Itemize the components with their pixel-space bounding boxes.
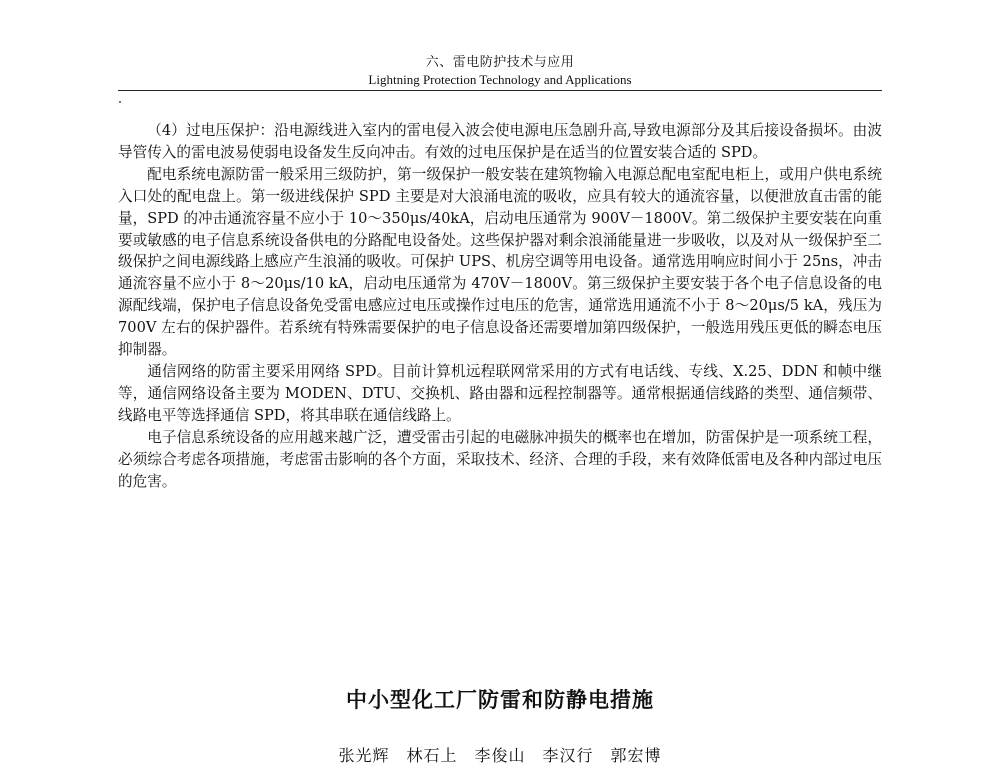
paragraph-power-distribution: 配电系统电源防雷一般采用三级防护，第一级保护一般安装在建筑物输入电源总配电室配电柜上，或用户供电系统入口处的配电盘上。第一级进线保护 SPD 主要是对大浪涌电流的吸收，应具有较大的通流容量，以便泄放直击雷的能量，SPD 的冲击通流容量不应小于 10～350μs/40kA，启动电压通常为 900V－1800V。第二级保护主要安装在向重要或敏感的电子信息系统设备供电的分路配电设备处。这些保护器对剩余浪涌能量进一步吸收，以及对从一级保护至二级保护之间电源线路上感应产生浪涌的吸收。可保护 UPS、机房空调等用电设备。通常选用响应时间小于 25ns，冲击通流容量不应小于 8～20μs/10 kA，启动电压通常为 470V－1800V。第三级保护主要安装于各个电子信息设备的电源配线端，保护电子信息设备免受雷电感应过电压或操作过电压的危害，通常选用通流不小于 8～20μs/5 kA，残压为 700V 左右的保护器件。若系统有特殊需要保护的电子信息设备还需要增加第四级保护，一般选用残压更低的瞬态电压抑制器。 bbox=[118, 165, 882, 359]
header-rule bbox=[118, 90, 882, 91]
body-text bbox=[118, 120, 882, 492]
header-english: Lightning Protection Technology and Applications bbox=[368, 72, 632, 87]
paragraph-overvoltage: （4）过电压保护：沿电源线进入室内的雷电侵入波会使电源电压急剧升高,导致电源部分及其后接设备损坏。由波导管传入的雷电波易使弱电设备发生反向冲击。有效的过电压保护是在适当的位置安装合适的 SPD。 bbox=[118, 122, 882, 161]
paragraph-network: 通信网络的防雷主要采用网络 SPD。目前计算机远程联网常采用的方式有电话线、专线、X.25、DDN 和帧中继等，通信网络设备主要为 MODEN、DTU、交换机、路由器和远程控制器等。通常根据通信线路的类型、通信频带、线路电平等选择通信 SPD，将其串联在通信线路上。 bbox=[118, 362, 882, 424]
scan-dot bbox=[119, 101, 121, 103]
header-chinese: 六、雷电防护技术与应用 bbox=[425, 55, 575, 70]
next-article-authors: 张光辉 林石上 李俊山 李汉行 郭宏博 bbox=[338, 746, 662, 765]
next-article-title: 中小型化工厂防雷和防静电措施 bbox=[346, 688, 654, 712]
paragraph-conclusion: 电子信息系统设备的应用越来越广泛，遭受雷击引起的电磁脉冲损失的概率也在增加，防雷保护是一项系统工程，必须综合考虑各项措施，考虑雷击影响的各个方面，采取技术、经济、合理的手段，来有效降低雷电及各种内部过电压的危害。 bbox=[118, 428, 882, 490]
running-header bbox=[118, 54, 882, 88]
